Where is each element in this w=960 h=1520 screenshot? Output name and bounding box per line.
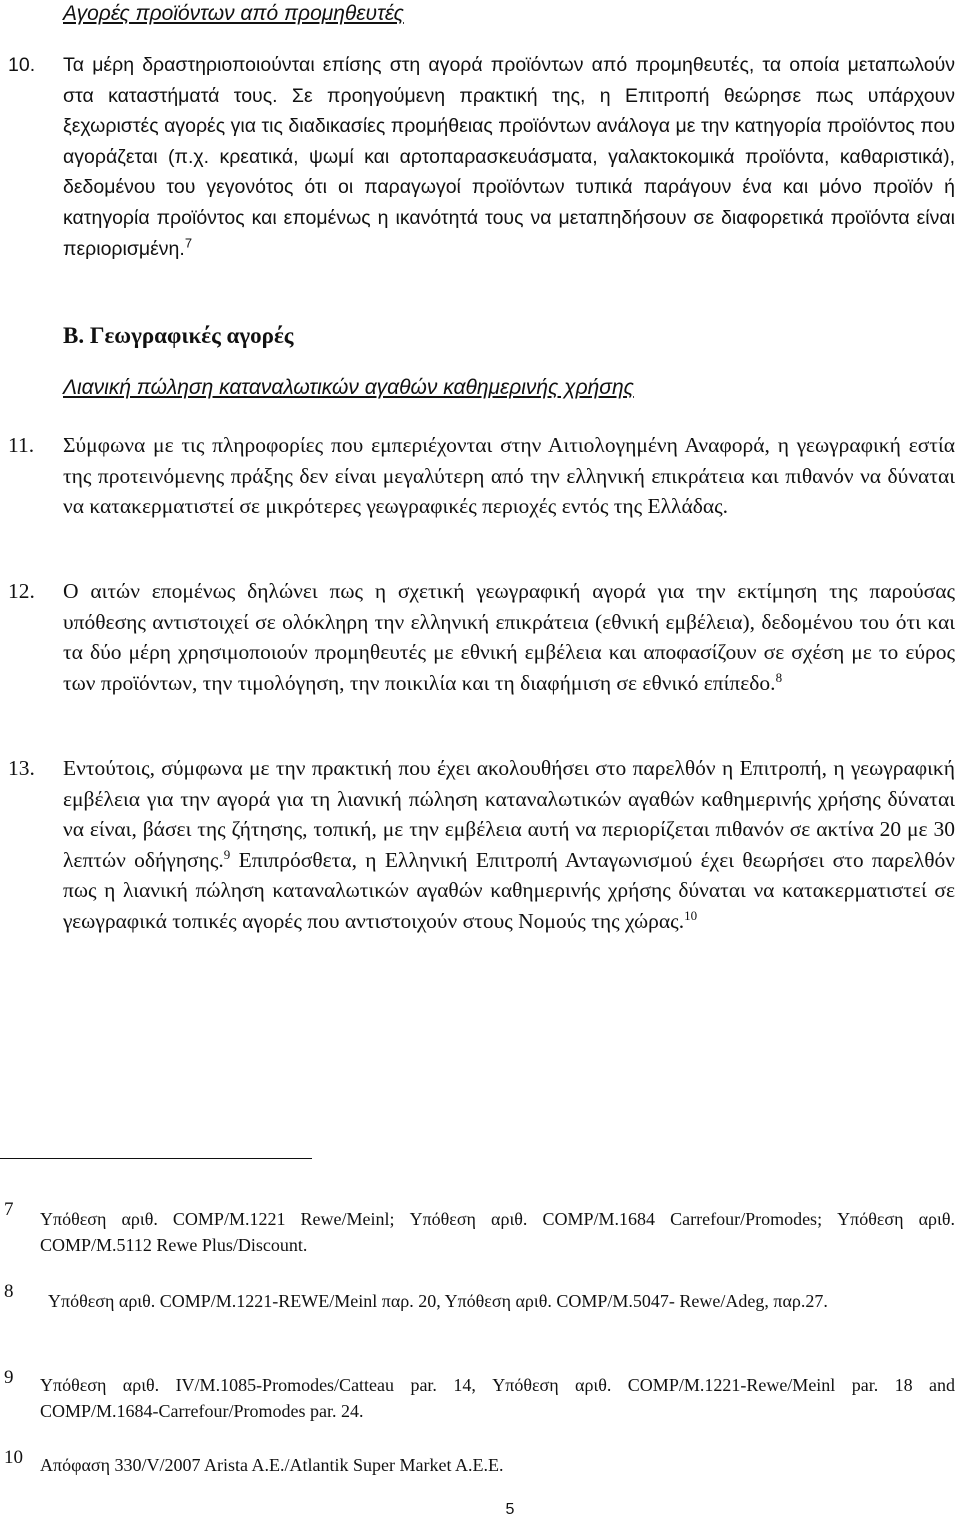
footnote-number: 7 xyxy=(4,1199,14,1220)
footnote-8: Υπόθεση αριθ. COMP/M.1221-REWE/Meinl παρ. 20, Υπόθεση αριθ. COMP/M.5047- Rewe/Adeg, παρ.27. xyxy=(48,1291,828,1311)
footnote-ref-10[interactable]: 10 xyxy=(684,907,698,923)
paragraph-number: 11. xyxy=(8,433,35,457)
retail-subheading: Λιανική πώληση καταναλωτικών αγαθών καθημερινής χρήσης xyxy=(63,376,634,399)
footnote-separator xyxy=(0,1158,312,1159)
footnote-number: 9 xyxy=(4,1367,14,1388)
paragraph-number: 10. xyxy=(8,54,36,76)
geo-markets-heading: Β. Γεωγραφικές αγορές xyxy=(63,323,294,348)
footnote-ref-9[interactable]: 9 xyxy=(223,846,231,862)
footnote-ref-7[interactable]: 7 xyxy=(184,235,193,251)
paragraph-text: Σύμφωνα με τις πληροφορίες που εμπεριέχονται στην Αιτιολογημένη Αναφορά, η γεωγραφική εστία της προτεινόμενης πράξης δεν είναι μεγαλύτερη από την ελληνική επικράτεια και πιθανόν να δύναται να κατακερματιστεί σε μικρότερες γεωγραφικές περιοχές εντός της Ελλάδας. xyxy=(63,433,955,519)
footnote-10: Απόφαση 330/V/2007 Arista A.E./Atlantik Super Market A.E.E. xyxy=(40,1455,504,1475)
paragraph-12 xyxy=(63,576,955,698)
paragraph-text: Επιπρόσθετα, η Ελληνική Επιτροπή Ανταγωνισμού έχει θεωρήσει στο παρελθόν πως η λιανική πώληση καταναλωτικών αγαθών καθημερινής χρήσης δύναται να κατακερματιστεί σε γεωγραφικά τοπικές αγορές που αντιστοιχούν στους Νομούς της χώρας. xyxy=(63,847,955,933)
paragraph-number: 12. xyxy=(8,579,35,603)
paragraph-11 xyxy=(63,430,955,522)
paragraph-text: Τα μέρη δραστηριοποιούνται επίσης στη αγορά προϊόντων από προμηθευτές, τα οποία μεταπωλούν στα καταστήματά τους. Σε προηγούμενη πρακτική της, η Επιτροπή θεώρησε πως υπάρχουν ξεχωριστές αγορές για τις διαδικασίες προμήθειας προϊόντων ανάλογα με την κατηγορία προϊόντος που αγοράζεται (π.χ. κρεατικά, ψωμί και αρτοπαρασκευάσματα, γαλακτοκομικά προϊόντα, καθαριστικά), δεδομένου του γεγονότος ότι οι παραγωγοί προϊόντων τυπικά παράγουν ένα και μόνο προϊόν ή κατηγορία προϊόντος και επομένως η ικανότητά τους να μεταπηδήσουν σε διαφορετικά προϊόντα είναι περιορισμένη. xyxy=(63,54,955,260)
products-subheading: Αγορές προϊόντων από προμηθευτές xyxy=(63,2,404,25)
page-number: 5 xyxy=(505,1501,515,1518)
footnote-7: Υπόθεση αριθ. COMP/M.1221 Rewe/Meinl; Υπόθεση αριθ. COMP/M.1684 Carrefour/Promodes; Υπόθεση αριθ. COMP/M.5112 Rewe Plus/Discount. xyxy=(40,1209,955,1255)
paragraph-text: Εντούτοις, σύμφωνα με την πρακτική που έχει ακολουθήσει στο παρελθόν η Επιτροπή, η γεωγραφική εμβέλεια για την αγορά για τη λιανική πώληση καταναλωτικών αγαθών καθημερινής χρήσης δύναται να είναι, βάσει της ζήτησης, τοπική, με την εμβέλεια αυτή να περιορίζεται πιθανόν σε ακτίνα 20 με 30 λεπτών οδήγησης. xyxy=(63,756,955,872)
footnote-number: 8 xyxy=(4,1281,14,1302)
paragraph-10 xyxy=(63,50,955,264)
paragraph-13 xyxy=(63,753,955,937)
footnote-9: Υπόθεση αριθ. IV/M.1085-Promodes/Catteau par. 14, Υπόθεση αριθ. COMP/M.1221-Rewe/Meinl par. 18 and COMP/M.1684-Carrefour/Promodes par. 24. xyxy=(40,1375,955,1421)
paragraph-number: 13. xyxy=(8,756,35,780)
footnote-number: 10 xyxy=(4,1447,23,1468)
paragraph-text: Ο αιτών επομένως δηλώνει πως η σχετική γεωγραφική αγορά για την εκτίμηση της παρούσας υπόθεσης αντιστοιχεί σε ολόκληρη την ελληνική επικράτεια (εθνική εμβέλεια), δεδομένου του ότι και τα δύο μέρη χρησιμοποιούν προμηθευτές με εθνική εμβέλεια και αποφασίζουν σε σχέση με το εύρος των προϊόντων, την τιμολόγηση, την ποικιλία και τη διαφήμιση σε εθνικό επίπεδο. xyxy=(63,579,955,695)
footnote-ref-8[interactable]: 8 xyxy=(775,669,783,685)
